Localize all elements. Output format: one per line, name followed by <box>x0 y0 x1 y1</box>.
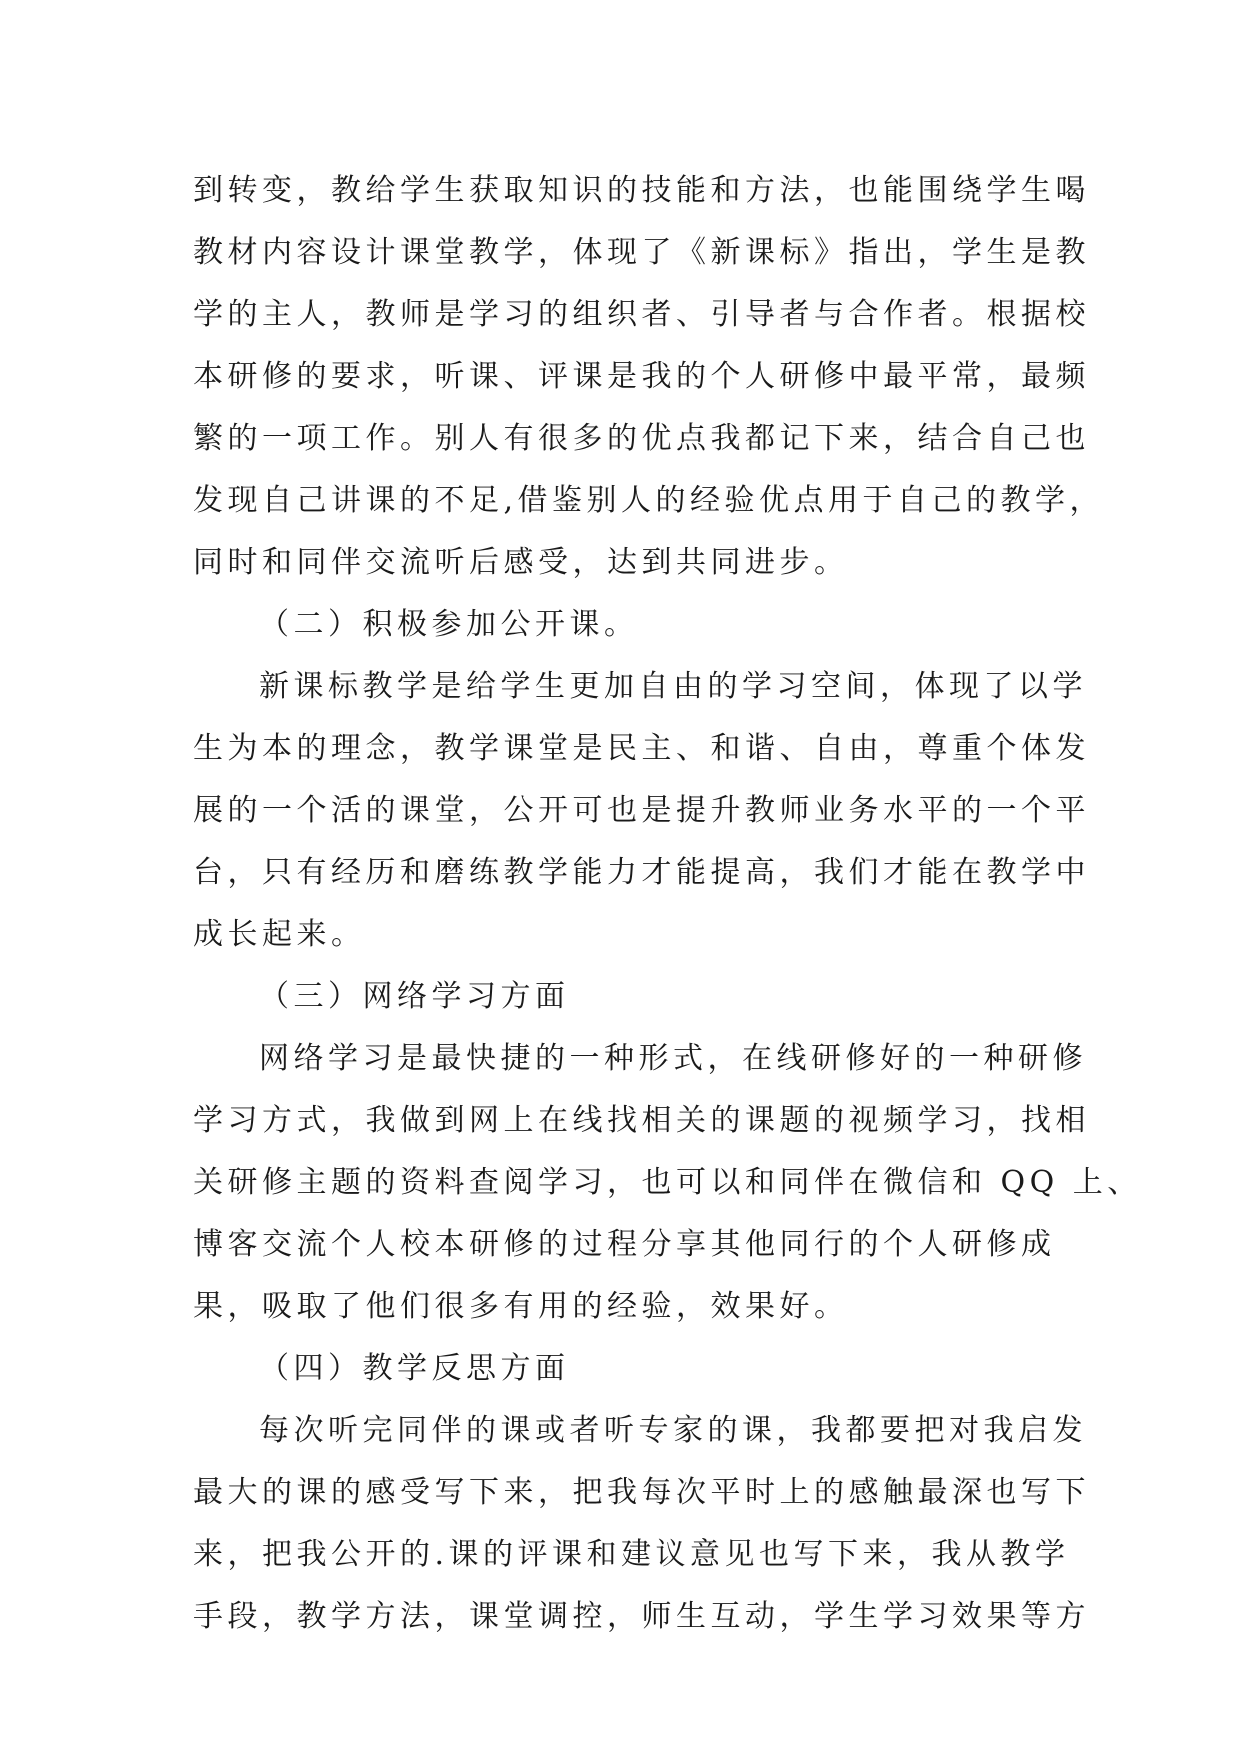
paragraph-line: 教材内容设计课堂教学，体现了《新课标》指出，学生是教 <box>193 235 1090 270</box>
paragraph-line: 发现自己讲课的不足,借鉴别人的经验优点用于自己的教学， <box>193 483 1105 518</box>
paragraph-line: 果，吸取了他们很多有用的经验，效果好。 <box>193 1289 849 1324</box>
body-text <box>193 160 1142 1648</box>
paragraph-line-indented: 每次听完同伴的课或者听专家的课，我都要把对我启发 <box>259 1413 1087 1448</box>
paragraph-line-indented: （二）积极参加公开课。 <box>259 607 639 642</box>
paragraph-line: 台，只有经历和磨练教学能力才能提高，我们才能在教学中 <box>193 855 1090 890</box>
paragraph-line-indented: 网络学习是最快捷的一种形式，在线研修好的一种研修 <box>259 1041 1087 1076</box>
paragraph-line-indented: （四）教学反思方面 <box>259 1351 570 1386</box>
paragraph-line-indented: （三）网络学习方面 <box>259 979 570 1014</box>
paragraph-line: 展的一个活的课堂，公开可也是提升教师业务水平的一个平 <box>193 793 1090 828</box>
paragraph-line: 学习方式，我做到网上在线找相关的课题的视频学习，找相 <box>193 1103 1090 1138</box>
paragraph-line: 到转变，教给学生获取知识的技能和方法，也能围绕学生喝 <box>193 173 1090 208</box>
paragraph-line: 博客交流个人校本研修的过程分享其他同行的个人研修成 <box>193 1227 1056 1262</box>
paragraph-line: 繁的一项工作。别人有很多的优点我都记下来，结合自己也 <box>193 421 1090 456</box>
paragraph-line: 成长起来。 <box>193 917 366 952</box>
paragraph-line-indented: 新课标教学是给学生更加自由的学习空间，体现了以学 <box>259 669 1087 704</box>
paragraph-line: 来，把我公开的.课的评课和建议意见也写下来，我从教学 <box>193 1537 1070 1572</box>
paragraph-line: 最大的课的感受写下来，把我每次平时上的感触最深也写下 <box>193 1475 1090 1510</box>
paragraph-line: 学的主人，教师是学习的组织者、引导者与合作者。根据校 <box>193 297 1090 332</box>
paragraph-line: 关研修主题的资料查阅学习，也可以和同伴在微信和 QQ 上、 <box>193 1165 1142 1200</box>
paragraph-line: 生为本的理念，教学课堂是民主、和谐、自由，尊重个体发 <box>193 731 1090 766</box>
paragraph-line: 同时和同伴交流听后感受，达到共同进步。 <box>193 545 849 580</box>
paragraph-line: 手段，教学方法，课堂调控，师生互动，学生学习效果等方 <box>193 1599 1090 1634</box>
paragraph-line: 本研修的要求，听课、评课是我的个人研修中最平常，最频 <box>193 359 1090 394</box>
